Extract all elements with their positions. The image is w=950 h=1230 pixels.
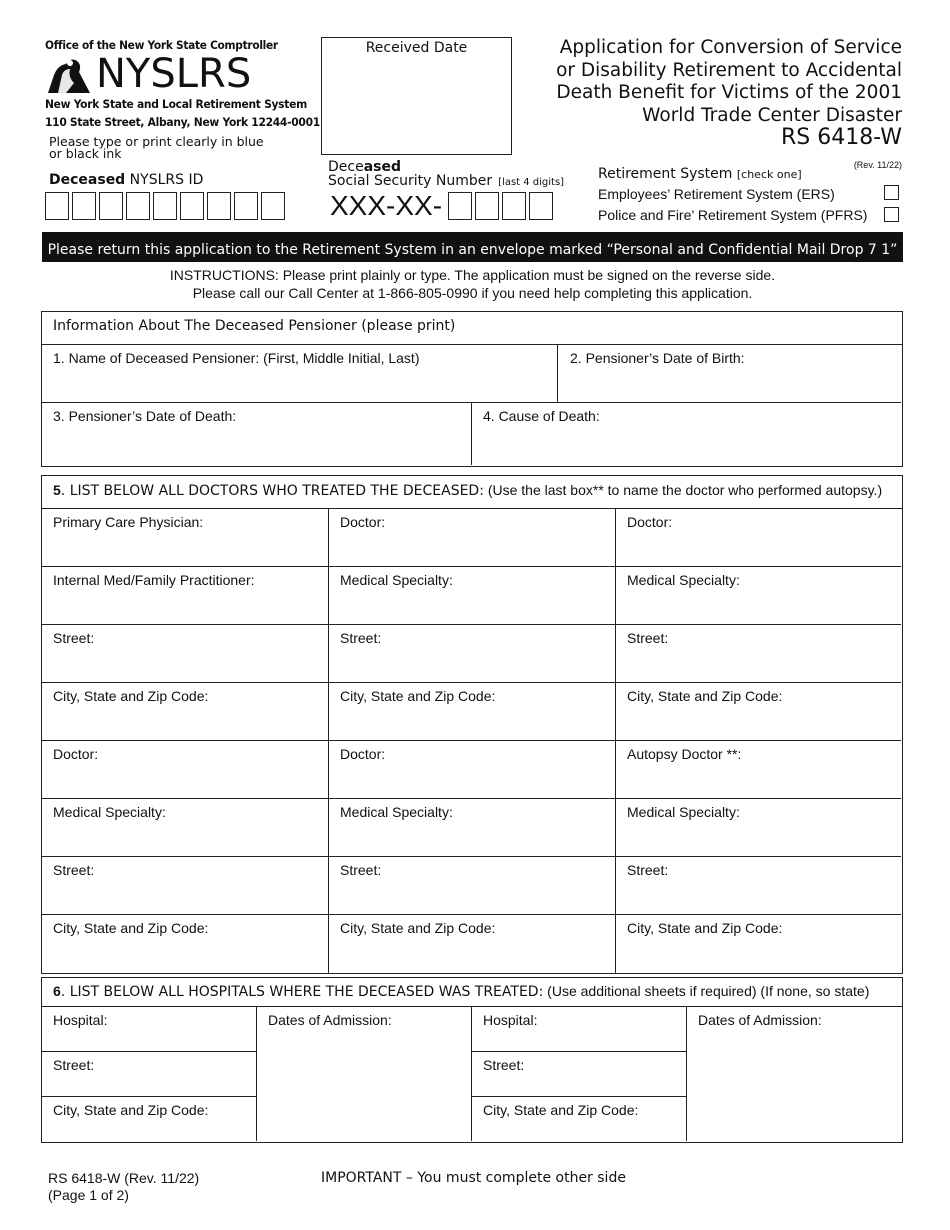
- doctor-field[interactable]: [329, 915, 616, 973]
- instructions-line2: Please call our Call Center at 1-866-805-0990 if you need help completing this application.: [192, 285, 753, 301]
- id-digit-box[interactable]: [126, 192, 150, 220]
- doctor-field[interactable]: [42, 509, 329, 567]
- doctor-field-label: Street:: [340, 862, 382, 878]
- divider: [471, 1007, 472, 1141]
- ssn-digit-box[interactable]: [475, 192, 499, 220]
- hospital-label: Hospital:: [53, 1012, 108, 1028]
- ssn-prefix: XXX-XX-: [330, 190, 443, 221]
- ssn-label-part: Dece: [328, 159, 364, 175]
- id-digit-box[interactable]: [99, 192, 123, 220]
- divider: [42, 798, 901, 799]
- dates-label: Dates of Admission:: [698, 1012, 822, 1028]
- divider: [42, 856, 901, 857]
- divider: [42, 1096, 257, 1097]
- divider: [472, 1051, 687, 1052]
- city-label: City, State and Zip Code:: [53, 1102, 209, 1118]
- ssn-label-bold: ased: [363, 159, 402, 175]
- divider: [472, 1096, 687, 1097]
- pensioner-dod-field[interactable]: [42, 403, 472, 465]
- id-digit-box[interactable]: [180, 192, 204, 220]
- doctor-field[interactable]: [42, 741, 329, 799]
- divider: [42, 566, 901, 567]
- pensioner-dob-label: 2. Pensioner’s Date of Birth:: [570, 350, 745, 366]
- doctor-field-label: City, State and Zip Code:: [340, 688, 496, 704]
- nyslrs-logo: [44, 51, 269, 97]
- hospitals-heading-note: (Use additional sheets if required) (If none, so state): [543, 983, 870, 999]
- doctor-field-label: Internal Med/Family Practitioner:: [53, 572, 255, 588]
- doctor-field-label: Medical Specialty:: [627, 804, 740, 820]
- deceased-id-label-rest: NYSLRS ID: [125, 172, 204, 188]
- doctor-field[interactable]: [42, 683, 329, 741]
- hospital-1-dates-field[interactable]: [257, 1007, 472, 1141]
- doctor-field-label: Primary Care Physician:: [53, 514, 204, 530]
- instructions: [42, 266, 903, 302]
- hospitals-section: [41, 977, 903, 1143]
- doctor-field[interactable]: [42, 915, 329, 973]
- doctor-field-label: City, State and Zip Code:: [627, 688, 783, 704]
- divider: [557, 345, 558, 403]
- ers-checkbox[interactable]: [884, 185, 899, 200]
- form-title: Application for Conversion of Service or Disability Retirement to Accidental Death Benefit for Victims of the 2001 World Trade Center Disaster: [556, 37, 902, 126]
- hospitals-heading-caps: . LIST BELOW ALL HOSPITALS WHERE THE DECEASED WAS TREATED:: [60, 984, 544, 1000]
- doctor-field-label: Medical Specialty:: [340, 572, 453, 588]
- doctor-field[interactable]: [616, 799, 902, 857]
- doctors-heading-caps: . LIST BELOW ALL DOCTORS WHO TREATED THE DECEASED:: [60, 483, 484, 499]
- ssn-label-text: Social Security Number: [328, 173, 493, 189]
- doctor-field[interactable]: [329, 567, 616, 625]
- ssn-digit-box[interactable]: [448, 192, 472, 220]
- hospital-2-dates-field[interactable]: [687, 1007, 902, 1141]
- doctor-field[interactable]: [42, 567, 329, 625]
- hospital-1-name-field[interactable]: [42, 1007, 257, 1052]
- divider: [42, 682, 901, 683]
- form-number: RS 6418-W: [780, 125, 902, 150]
- doctors-heading-note: (Use the last box** to name the doctor who performed autopsy.): [483, 482, 883, 498]
- divider: [686, 1007, 687, 1141]
- cause-of-death-label: 4. Cause of Death:: [483, 408, 600, 424]
- doctor-field-label: Street:: [53, 862, 95, 878]
- retirement-system-text: Retirement System: [598, 166, 733, 182]
- id-digit-box[interactable]: [207, 192, 231, 220]
- hospital-1-city-field[interactable]: [42, 1097, 257, 1141]
- doctor-field-label: Medical Specialty:: [53, 804, 166, 820]
- divider: [42, 1051, 257, 1052]
- logo-wordmark: NYSLRS: [96, 51, 252, 97]
- divider: [42, 914, 901, 915]
- doctor-field-label: Doctor:: [627, 514, 673, 530]
- doctor-field-label: Doctor:: [340, 514, 386, 530]
- doctor-field[interactable]: [329, 625, 616, 683]
- divider: [42, 624, 901, 625]
- doctor-field-label: City, State and Zip Code:: [340, 920, 496, 936]
- street-label: Street:: [483, 1057, 525, 1073]
- id-digit-box[interactable]: [153, 192, 177, 220]
- doctor-field-label: Street:: [340, 630, 382, 646]
- pensioner-info-section: [41, 311, 903, 467]
- pensioner-dod-label: 3. Pensioner’s Date of Death:: [53, 408, 237, 424]
- pfrs-checkbox[interactable]: [884, 207, 899, 222]
- hospital-2-city-field[interactable]: [472, 1097, 687, 1141]
- doctor-field[interactable]: [616, 857, 902, 915]
- hospital-2-street-field[interactable]: [472, 1052, 687, 1097]
- divider: [615, 509, 616, 973]
- street-label: Street:: [53, 1057, 95, 1073]
- divider: [42, 740, 901, 741]
- retirement-system-hint: [check one]: [736, 168, 802, 181]
- city-label: City, State and Zip Code:: [483, 1102, 639, 1118]
- id-digit-box[interactable]: [72, 192, 96, 220]
- ssn-label-line1: [328, 160, 401, 174]
- revision-date: (Rev. 11/22): [853, 160, 902, 170]
- footer-important-note: IMPORTANT – You must complete other side: [321, 1170, 626, 1186]
- pensioner-name-label: 1. Name of Deceased Pensioner: (First, Middle Initial, Last): [53, 350, 420, 366]
- pensioner-section-heading: Information About The Deceased Pensioner (please print): [42, 312, 902, 345]
- doctor-field-label: Autopsy Doctor **:: [627, 746, 742, 762]
- doctor-field-label: Doctor:: [53, 746, 99, 762]
- doctor-field-label: City, State and Zip Code:: [53, 920, 209, 936]
- instructions-line1: INSTRUCTIONS: Please print plainly or type. The application must be signed on the reverse side.: [169, 267, 776, 283]
- ssn-last4-input[interactable]: [448, 192, 553, 220]
- footer-form-info: [48, 1170, 199, 1204]
- doctor-field-label: Street:: [627, 862, 669, 878]
- footer-form-id: RS 6418-W (Rev. 11/22): [48, 1170, 200, 1186]
- doctor-field[interactable]: [616, 741, 902, 799]
- pensioner-name-field[interactable]: [42, 345, 559, 403]
- received-date-box: [321, 37, 512, 155]
- doctor-field[interactable]: [329, 741, 616, 799]
- dates-label: Dates of Admission:: [268, 1012, 392, 1028]
- id-digit-box[interactable]: [261, 192, 285, 220]
- received-date-label: Received Date: [365, 40, 468, 56]
- doctor-field-label: Street:: [53, 630, 95, 646]
- doctor-field[interactable]: [42, 799, 329, 857]
- id-digit-box[interactable]: [45, 192, 69, 220]
- ssn-label-line2: [328, 174, 564, 190]
- ssn-hint: [last 4 digits]: [498, 177, 565, 188]
- divider: [328, 509, 329, 973]
- doctor-field-label: City, State and Zip Code:: [53, 688, 209, 704]
- doctor-field[interactable]: [616, 509, 902, 567]
- cause-of-death-field[interactable]: [472, 403, 902, 465]
- doctor-field[interactable]: [616, 567, 902, 625]
- deceased-id-label-bold: Deceased: [49, 172, 126, 188]
- doctor-field[interactable]: [42, 857, 329, 915]
- hospitals-heading-number: 6: [53, 983, 61, 999]
- doctor-field[interactable]: [329, 799, 616, 857]
- doctors-section-heading: [42, 476, 902, 509]
- doctor-field-label: Street:: [627, 630, 669, 646]
- retirement-system-label: [598, 166, 802, 182]
- return-instructions-banner: Please return this application to the Retirement System in an envelope marked “Personal and Confidential Mail Drop 7 1”: [42, 232, 903, 262]
- doctor-field-label: Doctor:: [340, 746, 386, 762]
- divider: [256, 1007, 257, 1141]
- nyslrs-id-input[interactable]: [45, 192, 285, 220]
- doctor-field[interactable]: [616, 625, 902, 683]
- hospital-2-name-field[interactable]: [472, 1007, 687, 1052]
- id-digit-box[interactable]: [234, 192, 258, 220]
- doctor-field-label: City, State and Zip Code:: [627, 920, 783, 936]
- hospital-1-street-field[interactable]: [42, 1052, 257, 1097]
- doctor-field[interactable]: [329, 857, 616, 915]
- doctor-field[interactable]: [329, 509, 616, 567]
- doctor-field[interactable]: [616, 683, 902, 741]
- ers-option-label: Employees’ Retirement System (ERS): [598, 186, 835, 202]
- hospitals-section-heading: [42, 978, 902, 1007]
- doctor-field-label: Medical Specialty:: [340, 804, 453, 820]
- office-name: Office of the New York State Comptroller: [45, 38, 278, 52]
- doctors-section: [41, 475, 903, 974]
- doctor-field-label: Medical Specialty:: [627, 572, 740, 588]
- deceased-id-label: [49, 172, 203, 188]
- doctor-field[interactable]: [329, 683, 616, 741]
- ssn-digit-box[interactable]: [529, 192, 553, 220]
- address: 110 State Street, Albany, New York 12244-0001: [45, 115, 320, 129]
- print-note: Please type or print clearly in blue or black ink: [49, 134, 264, 161]
- doctor-field[interactable]: [616, 915, 902, 973]
- doctor-field[interactable]: [42, 625, 329, 683]
- footer-page-number: (Page 1 of 2): [48, 1187, 129, 1203]
- nyslrs-logo-icon: [44, 55, 94, 95]
- pensioner-dob-field[interactable]: [559, 345, 902, 403]
- pfrs-option-label: Police and Fire’ Retirement System (PFRS): [598, 207, 868, 223]
- doctors-heading-number: 5: [53, 482, 61, 498]
- ssn-digit-box[interactable]: [502, 192, 526, 220]
- system-name: New York State and Local Retirement System: [45, 97, 307, 111]
- hospital-label: Hospital:: [483, 1012, 538, 1028]
